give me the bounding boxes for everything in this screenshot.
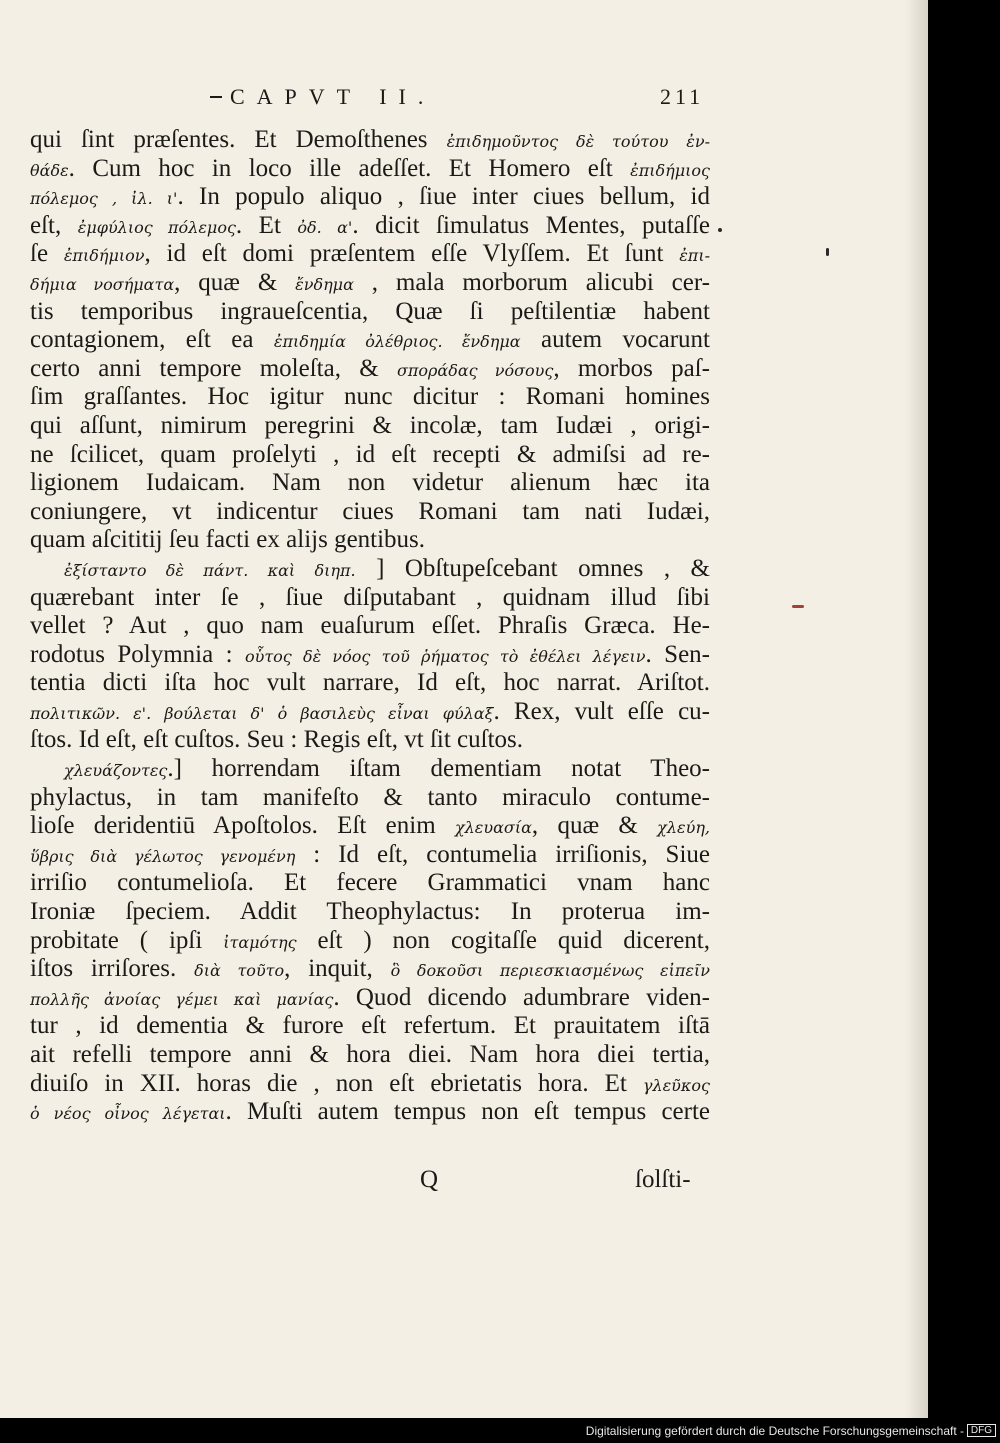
text-line	[30, 755, 710, 784]
latin-text: . Sen-	[645, 640, 710, 668]
greek-phrase: χλευάζοντες	[64, 761, 168, 781]
greek-phrase: ἐπι-	[679, 246, 710, 266]
text-line	[30, 498, 710, 527]
latin-text: , morbos paſ-	[553, 354, 710, 382]
text-line	[30, 612, 710, 641]
latin-text: tis temporibus ingraueſcentia, Quæ ſi peſtilentiæ habent	[30, 297, 710, 325]
footer-text: Digitalisierung gefördert durch die Deutsche Forschungsgemeinschaft -	[585, 1424, 964, 1438]
text-line	[30, 784, 710, 813]
latin-text: qui ſint præſentes. Et Demoſthenes	[30, 126, 447, 153]
latin-text: eſt,	[30, 211, 78, 239]
text-line	[30, 869, 710, 898]
latin-text: ait refelli tempore anni & hora diei. Nam hora diei tertia,	[30, 1041, 710, 1068]
greek-phrase: πολλῆς ἀνοίας γέμει καὶ μανίας	[30, 989, 334, 1009]
latin-text: contagionem, eſt ea	[30, 326, 274, 354]
text-line	[30, 641, 710, 670]
latin-text: , quæ &	[531, 812, 658, 840]
text-line	[30, 212, 710, 241]
greek-phrase: ὀδ. α'	[297, 217, 353, 237]
greek-phrase: θάδε	[30, 160, 69, 180]
greek-phrase: γλεῦκος	[642, 1075, 710, 1095]
greek-phrase: ἔνδημα	[295, 274, 354, 294]
text-line	[30, 269, 710, 298]
greek-phrase: ὁ νέος οἶνος λέγεται	[30, 1104, 226, 1124]
latin-text: qui aſſunt, nimirum peregrini & incolæ, tam Iudæi , origi-	[30, 411, 710, 439]
text-line	[30, 726, 710, 755]
text-line	[30, 812, 710, 841]
chapter-title: CAPVT II.	[230, 84, 436, 109]
text-line	[30, 383, 710, 412]
greek-phrase: ἰταμότης	[223, 932, 297, 952]
latin-text: . Cum hoc in loco ille adeſſet. Et Homero eſt	[68, 154, 631, 182]
latin-text: diuiſo in XII. horas die , non eſt ebrietatis hora. Et	[30, 1069, 643, 1097]
text-line	[30, 126, 710, 155]
greek-phrase: χλευασία	[454, 818, 532, 838]
text-line	[30, 298, 710, 327]
greek-phrase: ἐμφύλιος πόλεμος	[77, 217, 236, 237]
ink-blot	[792, 605, 804, 608]
greek-phrase: σποράδας νόσους	[396, 360, 554, 380]
greek-phrase: ἐξίσταντο δὲ πάντ. καὶ διηπ.	[64, 560, 356, 580]
latin-text: ligionem Iudaicam. Nam non videtur alienum hæc ita	[30, 469, 710, 497]
greek-phrase: δήμια νοσήματα	[30, 274, 175, 294]
text-line	[30, 155, 710, 184]
latin-text: . In populo aliquo , ſiue inter ciues bellum, id	[177, 183, 710, 211]
text-line	[30, 1041, 710, 1070]
text-line	[30, 469, 710, 498]
latin-text: .] horrendam iſtam dementiam notat Theo-	[167, 755, 710, 783]
latin-text: : Id eſt, contumelia irriſionis, Siue	[295, 840, 711, 868]
text-line	[30, 1098, 710, 1127]
page-edge-shadow	[905, 0, 928, 1418]
greek-phrase: ἐπιδήμιον	[63, 246, 145, 266]
signature-mark: Q	[420, 1166, 439, 1193]
text-line	[30, 441, 710, 470]
latin-text: . dicit ſimulatus Mentes, putaſſe	[352, 211, 710, 239]
greek-phrase: πόλεμος , ἰλ. ι'	[30, 189, 178, 209]
text-line	[30, 1012, 710, 1041]
latin-text: coniungere, vt indicentur ciues Romani tam nati Iudæi,	[30, 497, 710, 525]
ink-speck	[718, 228, 722, 232]
body-text	[30, 126, 710, 1127]
digitization-footer	[0, 1418, 1000, 1443]
catchword: ſolſti-	[635, 1166, 691, 1193]
text-line	[30, 183, 710, 212]
greek-phrase: ἐπιδημοῦντος δὲ τούτου ἐν-	[446, 132, 710, 151]
latin-text: . Et	[235, 211, 298, 239]
greek-phrase: ὕβρις διὰ γέλωτος γενομένη	[30, 846, 296, 866]
latin-text: phylactus, in tam manifeſto & tanto miraculo contume-	[30, 783, 710, 811]
text-line	[30, 698, 710, 727]
text-line	[30, 1070, 710, 1099]
text-line	[30, 984, 710, 1013]
latin-text: ſtos. Id eſt, eſt cuſtos. Seu : Regis eſt, vt ſit cuſtos.	[30, 726, 524, 754]
text-line	[30, 841, 710, 870]
latin-text: tentia dicti iſta hoc vult narrare, Id eſt, hoc narrat. Ariſtot.	[30, 669, 710, 697]
latin-text: , mala morborum alicubi cer-	[353, 268, 710, 296]
head-dash	[210, 96, 222, 98]
greek-phrase: ἐπιδημία ὀλέθριος. ἔνδημα	[273, 332, 521, 352]
latin-text: eſt ) non cogitaſſe quid dicerent,	[296, 926, 710, 954]
dfg-logo: DFG	[967, 1424, 996, 1437]
greek-phrase: χλεύη,	[657, 818, 710, 838]
text-line	[30, 669, 710, 698]
latin-text: Ironiæ ſpeciem. Addit Theophylactus: In proterua im-	[30, 898, 710, 926]
latin-text: . Quod dicendo adumbrare viden-	[333, 983, 710, 1011]
latin-text: . Rex, vult eſſe cu-	[493, 697, 711, 725]
page-number: 211	[660, 84, 705, 109]
text-line	[30, 355, 710, 384]
greek-phrase: πολιτικῶν. ε'. βούλεται δ' ὁ βασιλεὺς εἶναι φύλαξ	[30, 703, 494, 723]
text-line	[30, 584, 710, 613]
latin-text: quærebant inter ſe , ſiue diſputabant , quidnam illud ſibi	[30, 583, 710, 611]
latin-text: ] Obſtupeſcebant omnes , &	[355, 554, 711, 582]
text-line	[30, 240, 710, 269]
latin-text: lioſe deridentiū Apoſtolos. Eſt enim	[30, 812, 455, 840]
latin-text: quam aſcititij ſeu facti ex alijs gentibus.	[30, 526, 426, 554]
latin-text: , inquit,	[284, 955, 391, 983]
latin-text: vellet ? Aut , quo nam euaſurum eſſet. Phraſis Græca. He-	[30, 612, 710, 640]
latin-text: . Muſti autem tempus non eſt tempus certe	[225, 1098, 711, 1126]
latin-text: irriſio contumelioſa. Et fecere Grammatici vnam hanc	[30, 869, 710, 897]
latin-text: ne ſcilicet, quam proſelyti , id eſt recepti & admiſsi ad re-	[30, 440, 710, 468]
greek-phrase: διὰ τοῦτο	[194, 961, 285, 981]
latin-text: rodotus Polymnia :	[30, 640, 245, 668]
text-line	[30, 412, 710, 441]
text-line	[30, 898, 710, 927]
latin-text: probitate ( ipſi	[30, 926, 224, 954]
text-line	[30, 526, 710, 555]
greek-phrase: οὗτος δὲ νόος τοῦ ῥήματος τὸ ἐθέλει λέγειν	[244, 646, 646, 666]
greek-phrase: ἐπιδήμιος	[630, 160, 710, 180]
running-head	[0, 84, 760, 120]
latin-text: , id eſt domi præſentem eſſe Vlyſſem. Et ſunt	[144, 240, 680, 268]
latin-text: ſe	[30, 240, 64, 268]
text-line	[30, 927, 710, 956]
latin-text: autem vocarunt	[520, 326, 710, 354]
latin-text: ſim graſſantes. Hoc igitur nunc dicitur : Romani homines	[30, 383, 710, 411]
text-line	[30, 955, 710, 984]
latin-text: certo anni tempore moleſta, &	[30, 354, 397, 382]
ink-speck	[826, 248, 829, 256]
text-line	[30, 326, 710, 355]
greek-phrase: ὃ δοκοῦσι περιεσκιασμένως εἰπεῖν	[390, 961, 710, 981]
latin-text: iſtos irriſores.	[30, 955, 195, 983]
latin-text: , quæ &	[174, 268, 296, 296]
latin-text: tur , id dementia & furore eſt refertum. Et prauitatem iſtā	[30, 1012, 710, 1040]
text-line	[30, 555, 710, 584]
